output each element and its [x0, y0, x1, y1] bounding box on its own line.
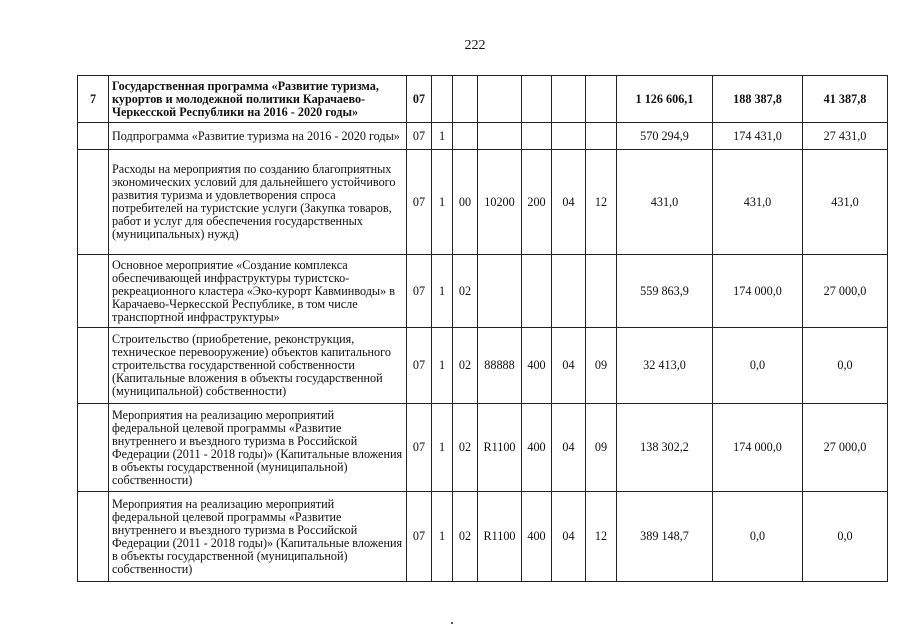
- table-row: [78, 76, 888, 123]
- row-description: Расходы на мероприятия по созданию благоприятных экономических условий для дальнейшего устойчивого развития туризма и удовлетворения спроса потребителей на туристские услуги (Закупка товаров, работ и услуг для обеспечения государственных (муниципальных) нужд): [109, 150, 407, 255]
- budget-table: [77, 75, 888, 582]
- code-activity: [453, 76, 478, 123]
- code-subsection: [586, 123, 617, 150]
- amount-year-2: 0,0: [713, 328, 803, 404]
- code-ministry: 07: [407, 255, 432, 328]
- amount-year-2: 174 000,0: [713, 404, 803, 492]
- code-subsection: 12: [586, 492, 617, 582]
- code-activity: 02: [453, 328, 478, 404]
- amount-year-3: 0,0: [803, 492, 888, 582]
- table-row: [78, 123, 888, 150]
- code-subprogram: 1: [432, 328, 453, 404]
- scan-speck: [451, 622, 453, 624]
- row-description: Мероприятия на реализацию мероприятий федеральной целевой программы «Развитие внутреннего и въездного туризма в Российской Федерации (2011 - 2018 годы)» (Капитальные вложения в объекты государственной (муниципальной) собственности): [109, 492, 407, 582]
- table-row: [78, 150, 888, 255]
- code-activity: 02: [453, 255, 478, 328]
- code-section: 04: [552, 150, 586, 255]
- code-expense-type: 400: [522, 404, 552, 492]
- amount-year-2: 0,0: [713, 492, 803, 582]
- row-description: Строительство (приобретение, реконструкция, техническое перевооружение) объектов капитального строительства государственной собственности (Капитальные вложения в объекты государственной (муниципальной) собственности): [109, 328, 407, 404]
- row-number: [78, 150, 109, 255]
- code-section: 04: [552, 328, 586, 404]
- code-direction: 88888: [478, 328, 522, 404]
- row-description: Подпрограмма «Развитие туризма на 2016 - 2020 годы»: [109, 123, 407, 150]
- code-ministry: 07: [407, 328, 432, 404]
- amount-year-1: 138 302,2: [617, 404, 713, 492]
- row-number: [78, 255, 109, 328]
- code-activity: 02: [453, 492, 478, 582]
- amount-year-1: 1 126 606,1: [617, 76, 713, 123]
- code-activity: 02: [453, 404, 478, 492]
- code-subprogram: 1: [432, 492, 453, 582]
- row-number: [78, 328, 109, 404]
- amount-year-1: 389 148,7: [617, 492, 713, 582]
- code-subsection: 12: [586, 150, 617, 255]
- row-description: Основное мероприятие «Создание комплекса обеспечивающей инфраструктуры туристско-рекреационного кластера «Эко-курорт Кавминводы» в Карачаево-Черкесской Республике, в том числе транспортной инфраструктуры»: [109, 255, 407, 328]
- amount-year-1: 570 294,9: [617, 123, 713, 150]
- amount-year-1: 32 413,0: [617, 328, 713, 404]
- code-subsection: 09: [586, 404, 617, 492]
- code-section: 04: [552, 404, 586, 492]
- code-direction: 10200: [478, 150, 522, 255]
- code-subsection: [586, 255, 617, 328]
- amount-year-1: 431,0: [617, 150, 713, 255]
- code-ministry: 07: [407, 150, 432, 255]
- code-section: 04: [552, 492, 586, 582]
- code-section: [552, 123, 586, 150]
- page-number: 222: [464, 38, 486, 53]
- amount-year-3: 41 387,8: [803, 76, 888, 123]
- amount-year-1: 559 863,9: [617, 255, 713, 328]
- row-description: Государственная программа «Развитие туризма, курортов и молодежной политики Карачаево-Черкесской Республики на 2016 - 2020 годы»: [109, 76, 407, 123]
- code-direction: [478, 76, 522, 123]
- code-ministry: 07: [407, 123, 432, 150]
- code-section: [552, 255, 586, 328]
- row-number: 7: [78, 76, 109, 123]
- code-expense-type: 400: [522, 328, 552, 404]
- amount-year-3: 0,0: [803, 328, 888, 404]
- code-subprogram: 1: [432, 150, 453, 255]
- amount-year-3: 27 431,0: [803, 123, 888, 150]
- amount-year-3: 27 000,0: [803, 255, 888, 328]
- code-expense-type: 400: [522, 492, 552, 582]
- code-subsection: 09: [586, 328, 617, 404]
- amount-year-3: 431,0: [803, 150, 888, 255]
- table-row: [78, 492, 888, 582]
- code-subsection: [586, 76, 617, 123]
- amount-year-2: 174 000,0: [713, 255, 803, 328]
- code-subprogram: 1: [432, 255, 453, 328]
- amount-year-3: 27 000,0: [803, 404, 888, 492]
- code-subprogram: 1: [432, 123, 453, 150]
- code-subprogram: 1: [432, 404, 453, 492]
- code-direction: [478, 255, 522, 328]
- table-row: [78, 404, 888, 492]
- code-direction: [478, 123, 522, 150]
- code-section: [552, 76, 586, 123]
- code-activity: [453, 123, 478, 150]
- code-ministry: 07: [407, 492, 432, 582]
- code-ministry: 07: [407, 76, 432, 123]
- table-row: [78, 328, 888, 404]
- code-direction: R1100: [478, 492, 522, 582]
- code-expense-type: 200: [522, 150, 552, 255]
- row-number: [78, 123, 109, 150]
- code-expense-type: [522, 76, 552, 123]
- code-activity: 00: [453, 150, 478, 255]
- table-row: [78, 255, 888, 328]
- amount-year-2: 431,0: [713, 150, 803, 255]
- code-expense-type: [522, 123, 552, 150]
- amount-year-2: 188 387,8: [713, 76, 803, 123]
- code-direction: R1100: [478, 404, 522, 492]
- amount-year-2: 174 431,0: [713, 123, 803, 150]
- code-subprogram: [432, 76, 453, 123]
- row-number: [78, 492, 109, 582]
- row-description: Мероприятия на реализацию мероприятий федеральной целевой программы «Развитие внутреннего и въездного туризма в Российской Федерации (2011 - 2018 годы)» (Капитальные вложения в объекты государственной (муниципальной) собственности): [109, 404, 407, 492]
- row-number: [78, 404, 109, 492]
- code-expense-type: [522, 255, 552, 328]
- code-ministry: 07: [407, 404, 432, 492]
